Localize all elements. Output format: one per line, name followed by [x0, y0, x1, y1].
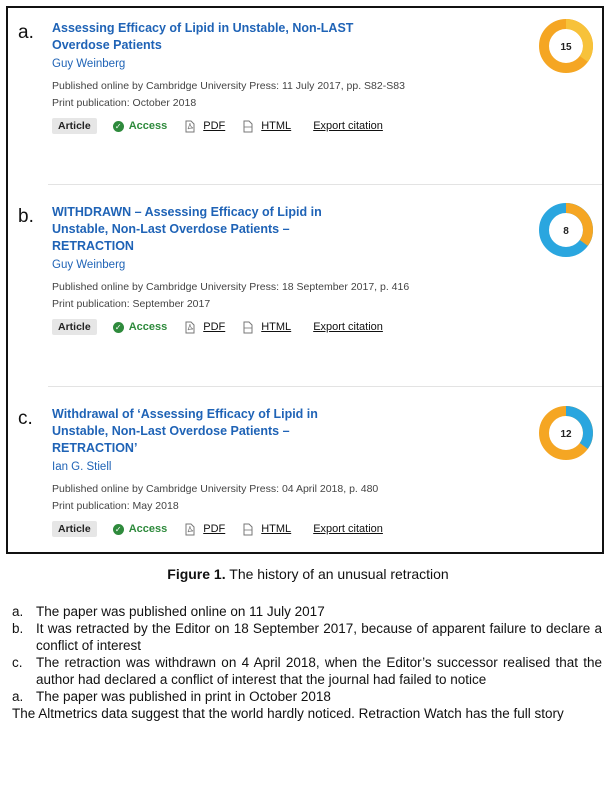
search-results-panel	[6, 6, 604, 554]
check-icon: ✓	[113, 322, 124, 333]
access-status: ✓ Access	[113, 120, 168, 132]
html-link[interactable]: HTML	[243, 523, 291, 536]
access-status: ✓ Access	[113, 523, 168, 535]
pdf-icon	[185, 523, 195, 536]
result-content	[52, 204, 482, 336]
html-link[interactable]: HTML	[243, 321, 291, 334]
altmetric-score: 8	[563, 226, 569, 237]
note-text: The retraction was withdrawn on 4 April 2018, when the Editor’s successor realised that the author had declared a conflict of interest that the journal had failed to notice	[36, 655, 602, 687]
altmetric-score: 12	[560, 429, 572, 440]
item-letter: c.	[18, 408, 33, 429]
altmetric-score: 15	[560, 42, 572, 53]
notes-list	[12, 603, 602, 722]
export-citation-link[interactable]: Export citation	[313, 321, 383, 333]
print-publication: Print publication: September 2017	[52, 298, 211, 310]
caption-label: Figure 1.	[167, 566, 226, 582]
published-online: Published online by Cambridge University Press: 04 April 2018, p. 480	[52, 483, 379, 495]
result-content	[52, 20, 482, 135]
published-online: Published online by Cambridge University Press: 11 July 2017, pp. S82-S83	[52, 80, 405, 92]
note-letter: c.	[12, 655, 23, 670]
note-letter: b.	[12, 621, 24, 636]
closing-paragraph: The Altmetrics data suggest that the world hardly noticed. Retraction Watch has the full story	[12, 706, 564, 721]
pdf-link[interactable]: PDF	[185, 523, 225, 536]
note-item	[12, 688, 602, 705]
note-item	[12, 603, 602, 620]
author-link[interactable]: Ian G. Stiell	[52, 461, 112, 473]
check-icon: ✓	[113, 121, 124, 132]
item-letter: b.	[18, 206, 34, 227]
altmetric-donut[interactable]	[538, 18, 594, 74]
caption-text: The history of an unusual retraction	[225, 566, 449, 582]
export-citation-link[interactable]: Export citation	[313, 120, 383, 132]
note-item	[12, 654, 602, 688]
divider	[48, 184, 602, 185]
published-online: Published online by Cambridge University Press: 18 September 2017, p. 416	[52, 281, 410, 293]
note-text: It was retracted by the Editor on 18 September 2017, because of apparent failure to declare a conflict of interest	[36, 621, 602, 653]
note-text: The paper was published in print in October 2018	[36, 689, 331, 704]
pdf-link[interactable]: PDF	[185, 120, 225, 133]
author-link[interactable]: Guy Weinberg	[52, 259, 126, 271]
pdf-icon	[185, 321, 195, 334]
article-type-badge: Article	[52, 319, 97, 335]
article-title-link[interactable]: Assessing Efficacy of Lipid in Unstable, Non-LAST Overdose Patients	[52, 21, 354, 52]
pdf-icon	[185, 120, 195, 133]
html-doc-icon	[243, 120, 253, 133]
note-letter: a.	[12, 689, 24, 704]
author-link[interactable]: Guy Weinberg	[52, 58, 126, 70]
article-type-badge: Article	[52, 118, 97, 134]
print-publication: Print publication: May 2018	[52, 500, 179, 512]
item-letter: a.	[18, 22, 34, 43]
altmetric-donut[interactable]	[538, 202, 594, 258]
note-letter: a.	[12, 604, 24, 619]
print-publication: Print publication: October 2018	[52, 97, 197, 109]
note-item	[12, 620, 602, 654]
divider	[48, 386, 602, 387]
result-content	[52, 406, 482, 538]
action-bar	[52, 520, 482, 538]
export-citation-link[interactable]: Export citation	[313, 523, 383, 535]
action-bar	[52, 318, 482, 336]
pdf-link[interactable]: PDF	[185, 321, 225, 334]
note-text: The paper was published online on 11 July 2017	[36, 604, 325, 619]
article-title-link[interactable]: Withdrawal of ‘Assessing Efficacy of Lipid in Unstable, Non-Last Overdose Patients – RETRACTION’	[52, 407, 318, 455]
article-type-badge: Article	[52, 521, 97, 537]
altmetric-donut[interactable]	[538, 405, 594, 461]
article-title-link[interactable]: WITHDRAWN – Assessing Efficacy of Lipid in Unstable, Non-Last Overdose Patients – RETRACTION	[52, 205, 322, 253]
figure-caption	[0, 566, 616, 582]
html-doc-icon	[243, 523, 253, 536]
check-icon: ✓	[113, 524, 124, 535]
html-link[interactable]: HTML	[243, 120, 291, 133]
action-bar	[52, 117, 482, 135]
html-doc-icon	[243, 321, 253, 334]
access-status: ✓ Access	[113, 321, 168, 333]
